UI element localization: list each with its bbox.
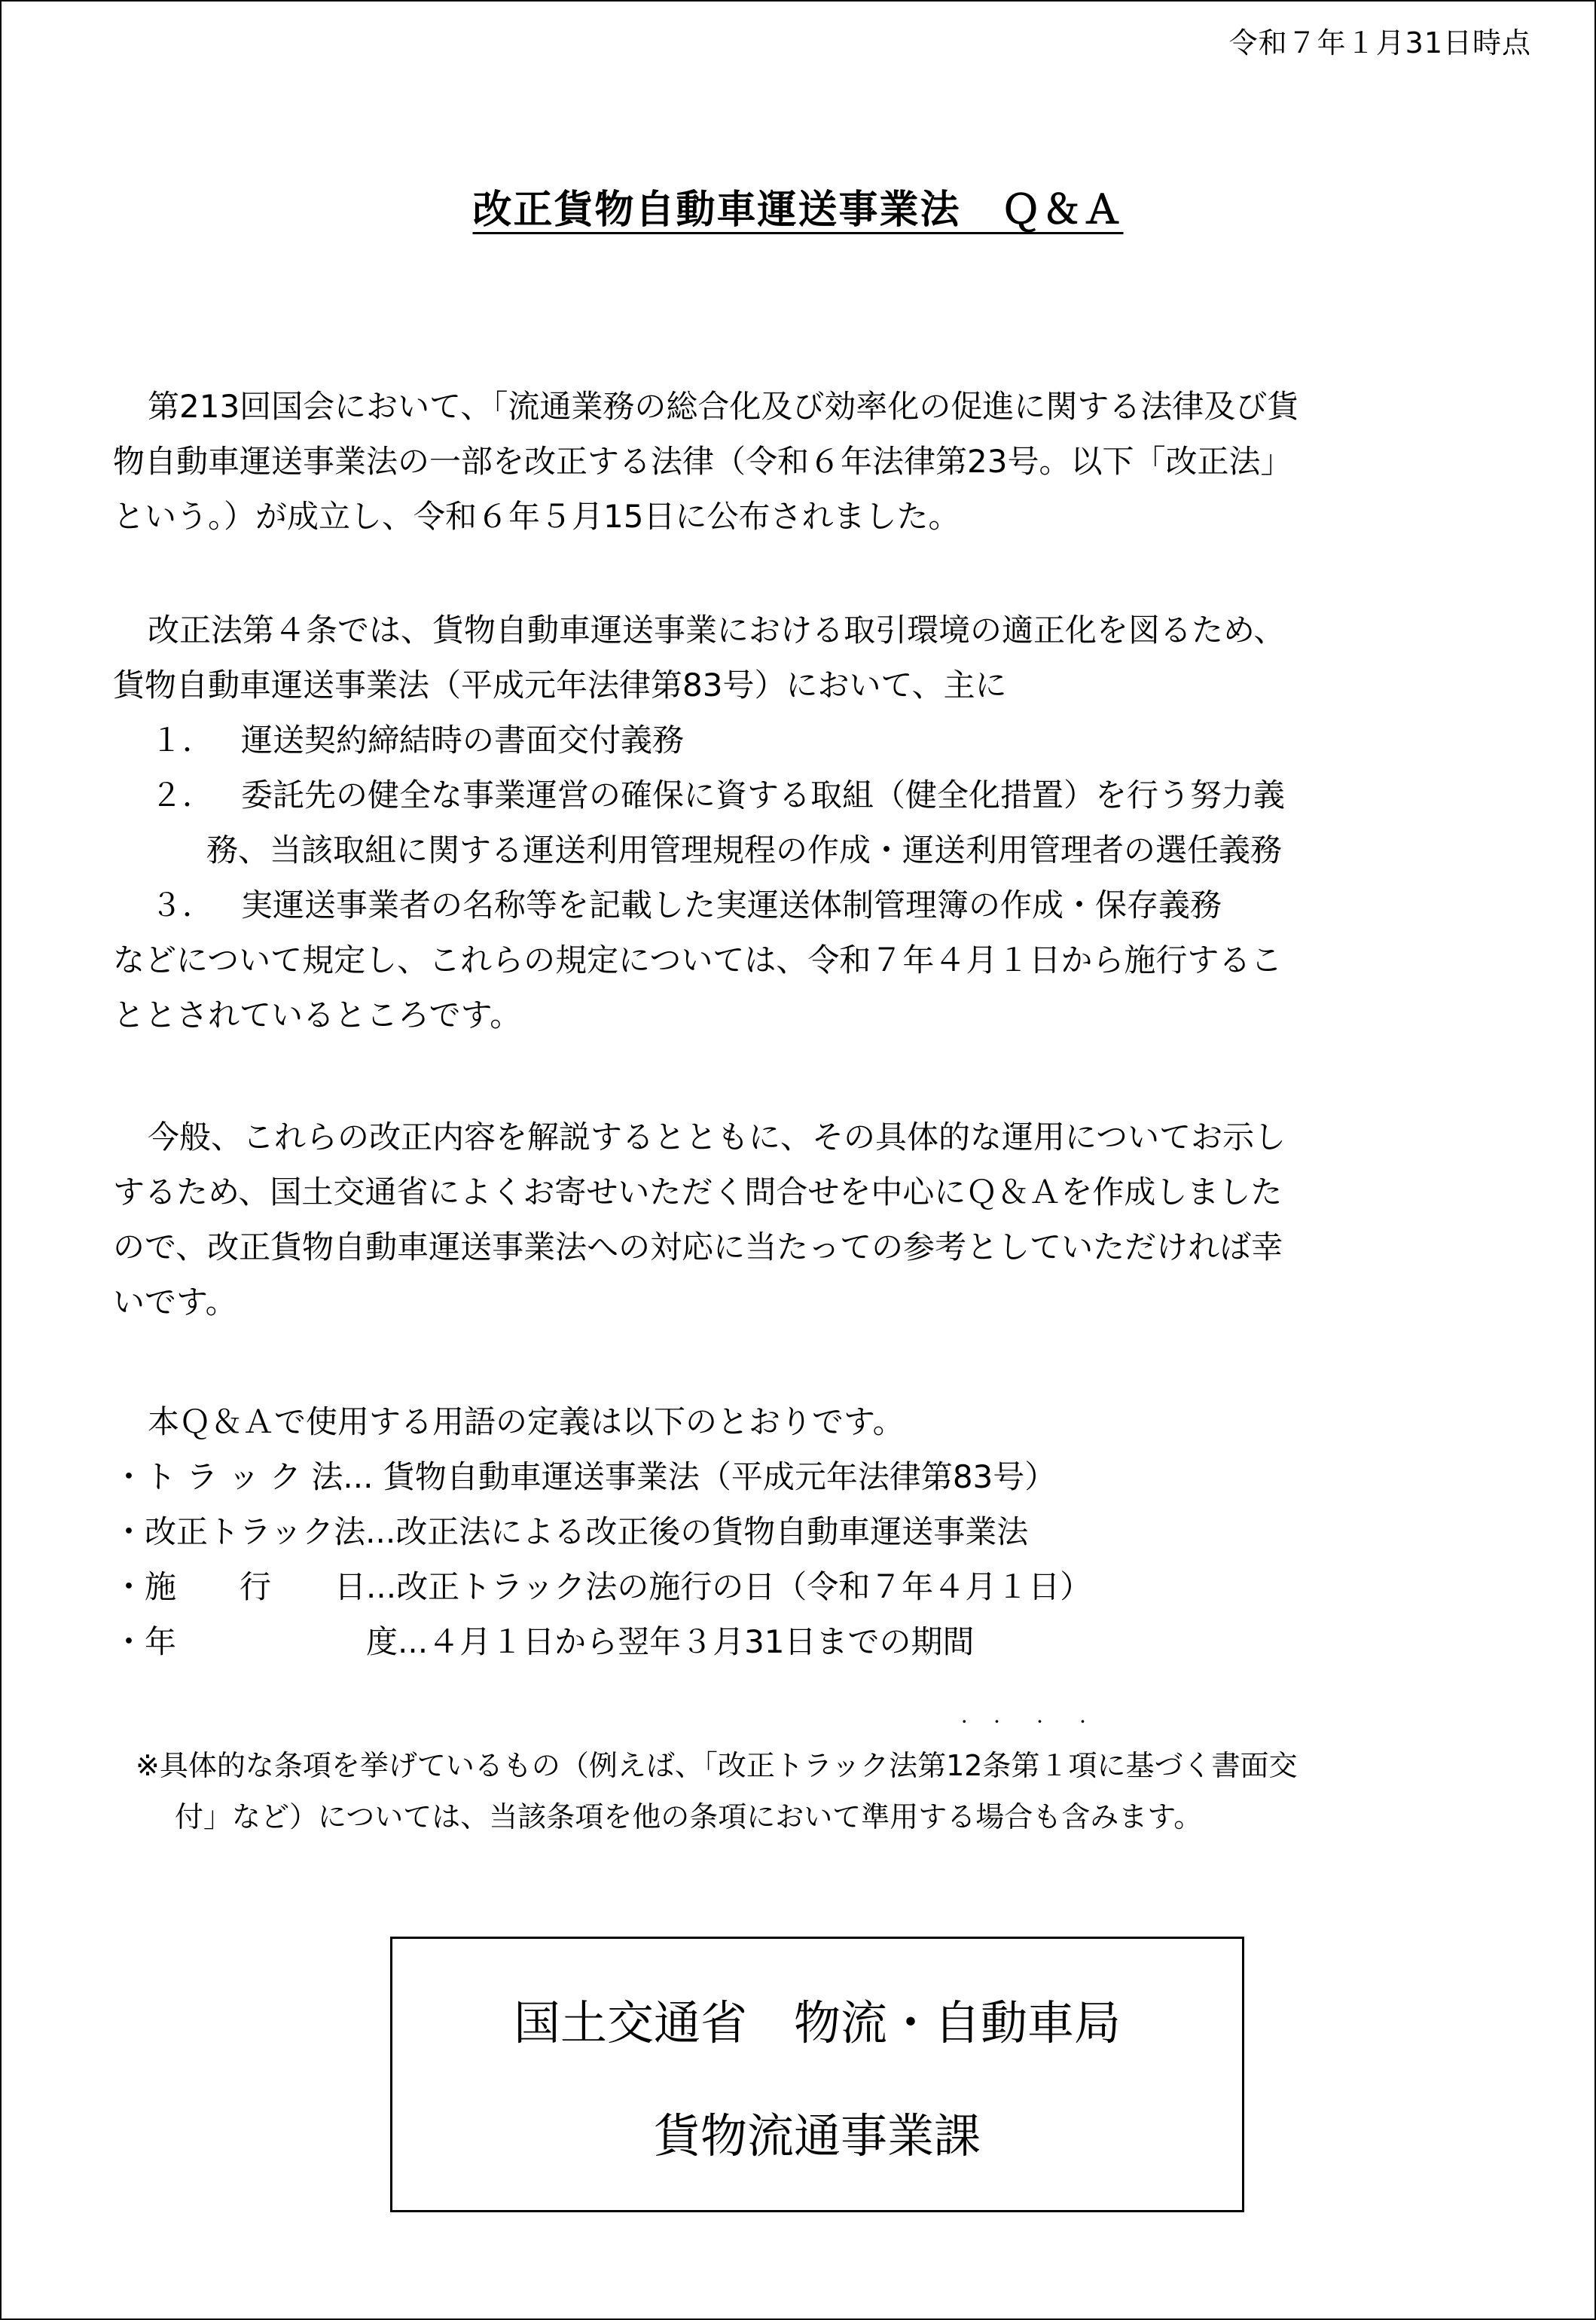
paragraph-line: という。）が成立し、令和６年５月15日に公布されました。: [113, 498, 960, 535]
list-item-text: 実運送事業者の名称等を記載した実運送体制管理簿の作成・保存義務: [241, 887, 1222, 923]
definition-row: [113, 1614, 1529, 1669]
list-item-continuation: 務、当該取組に関する運送利用管理規程の作成・運送利用管理者の選任義務: [206, 832, 1283, 868]
note-line: 付」など）については、当該条項を他の条項において準用する場合も含みます。: [175, 1800, 1203, 1833]
definitions-section: [113, 1394, 1529, 1669]
issuer-ministry: 国土交通省 物流・自動車局: [513, 1995, 1121, 2050]
list-item: [113, 713, 1529, 768]
paragraph-line: 改正法第４条では、貨物自動車運送事業における取引環境の適正化を図るため、: [148, 612, 1286, 649]
paragraph-line: するため、国土交通省によくお寄せいただく問合せを中心にＱ＆Ａを作成しました: [113, 1174, 1283, 1210]
paragraph-purpose: [113, 1110, 1529, 1329]
list-item-text: 委託先の健全な事業運営の確保に資する取組（健全化措置）を行う努力義: [241, 777, 1286, 814]
list-item-text: 運送契約締結時の書面交付義務: [241, 722, 685, 759]
note-line: [136, 1740, 1521, 1791]
definition-term: ・年 度...: [113, 1623, 429, 1660]
definition-row: [113, 1504, 1529, 1559]
paragraph-provisions: [113, 603, 1529, 1042]
list-item-number: ２．: [151, 777, 215, 814]
definition-term: ・改正トラック法...: [113, 1513, 396, 1550]
issuer-division: 貨物流通事業課: [653, 2108, 981, 2163]
list-item-number: ３．: [151, 887, 215, 923]
paragraph-line: などについて規定し、これらの規定については、令和７年４月１日から施行するこ: [113, 942, 1283, 978]
as-of-date: 令和７年１月31日時点: [1228, 26, 1531, 60]
definition-term: ・ト ラ ッ ク 法...: [113, 1458, 374, 1495]
definitions-intro: 本Ｑ＆Ａで使用する用語の定義は以下のとおりです。: [148, 1403, 905, 1440]
paragraph-line: 物自動車運送事業法の一部を改正する法律（令和６年法律第23号。以下「改正法」: [113, 443, 1292, 480]
paragraph-line: 今般、これらの改正内容を解説するとともに、その具体的な運用についてお示し: [148, 1119, 1286, 1155]
definition-row: [113, 1559, 1529, 1614]
paragraph-line: いです。: [113, 1284, 237, 1320]
note: [136, 1740, 1521, 1842]
definition-desc: 貨物自動車運送事業法（平成元年法律第83号）: [383, 1458, 1057, 1495]
note-suffix: に基づく書面交: [1097, 1749, 1298, 1782]
emphasis-text: ・ 12: [946, 1740, 982, 1791]
paragraph-enactment: [113, 379, 1529, 544]
document-title-text: 改正貨物自動車運送事業法 Ｑ＆Ａ: [472, 188, 1124, 233]
definition-desc: ４月１日から翌年３月31日までの期間: [428, 1623, 975, 1660]
emphasis-text: ・ 条: [982, 1740, 1011, 1791]
definition-row: [113, 1449, 1529, 1504]
list-item: [113, 878, 1529, 933]
document-title: [0, 178, 1596, 234]
emphasis-text: ・ 項: [1068, 1740, 1097, 1791]
paragraph-line: 貨物自動車運送事業法（平成元年法律第83号）において、主に: [113, 667, 1007, 704]
emphasis-text: ・ 第１: [1011, 1740, 1068, 1791]
issuer-box: [390, 1937, 1244, 2212]
paragraph-line: ととされているところです。: [113, 997, 522, 1033]
note-prefix: ※具体的な条項を挙げているもの（例えば、「改正トラック法第: [136, 1749, 947, 1782]
definition-desc: 改正トラック法の施行の日（令和７年４月１日）: [396, 1568, 1092, 1605]
list-item-number: １．: [151, 722, 215, 759]
paragraph-line: 第213回国会において、「流通業務の総合化及び効率化の促進に関する法律及び貨: [148, 388, 1299, 425]
definition-term: ・施 行 日...: [113, 1568, 397, 1605]
definition-desc: 改正法による改正後の貨物自動車運送事業法: [395, 1513, 1029, 1550]
paragraph-line: ので、改正貨物自動車運送事業法への対応に当たっての参考としていただければ幸: [113, 1229, 1283, 1265]
list-item: [113, 768, 1529, 823]
